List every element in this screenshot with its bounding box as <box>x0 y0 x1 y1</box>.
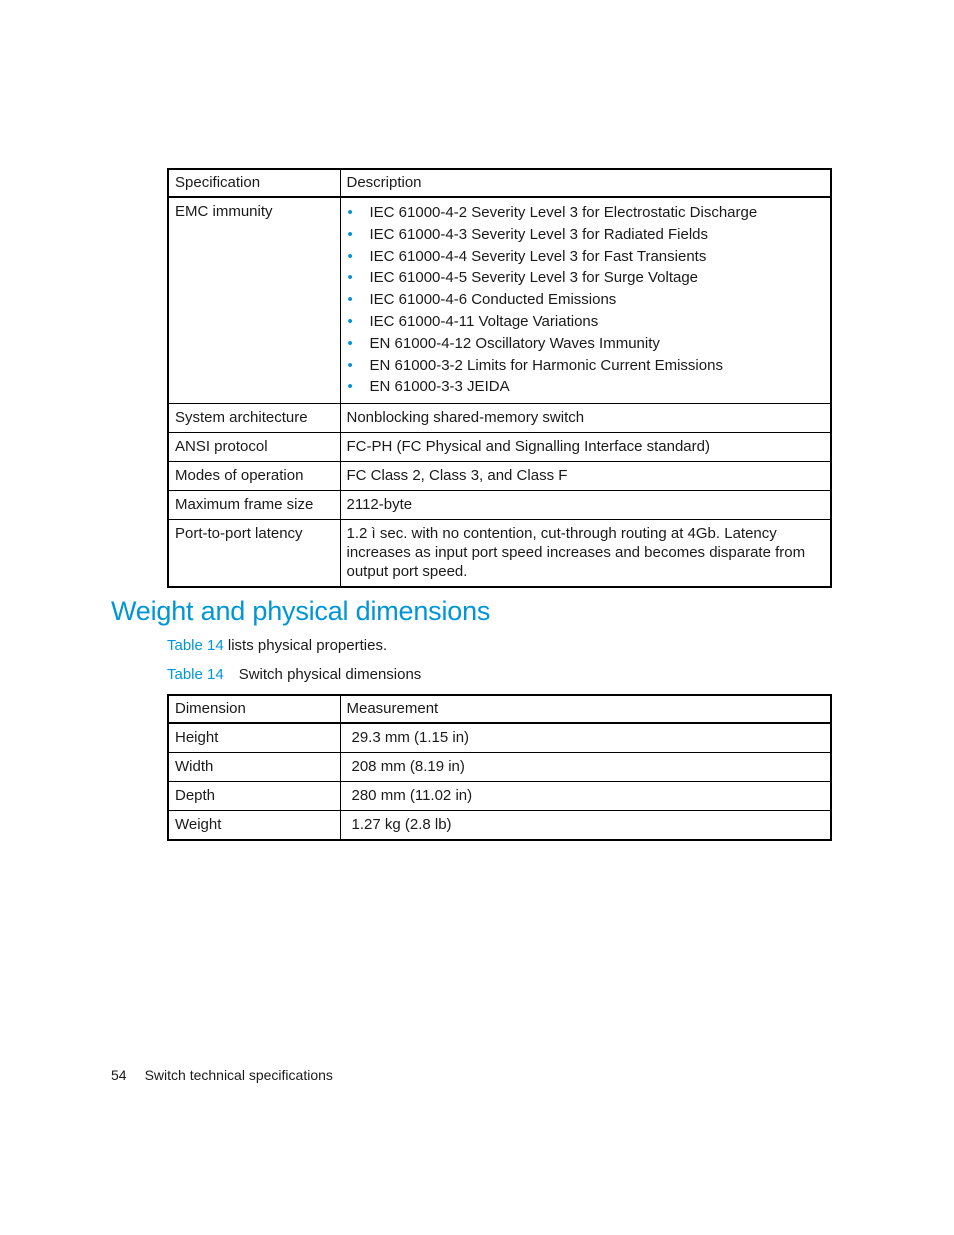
table-row <box>168 462 831 491</box>
row-label: EMC immunity <box>168 197 340 404</box>
list-item: • EN 61000-3-2 Limits for Harmonic Current Emissions <box>347 355 825 377</box>
section-heading: Weight and physical dimensions <box>111 596 491 626</box>
header-description: Description <box>340 169 831 197</box>
specifications-table <box>167 168 832 588</box>
table-header-row <box>168 169 831 197</box>
table-reference-link[interactable]: Table 14 <box>167 637 224 654</box>
row-label: Weight <box>168 811 340 841</box>
table-row <box>168 433 831 462</box>
emc-standards-list <box>347 202 825 398</box>
list-item: • IEC 61000-4-11 Voltage Variations <box>347 311 825 333</box>
row-value: 280 mm (11.02 in) <box>340 782 831 811</box>
header-specification: Specification <box>168 169 340 197</box>
row-label: System architecture <box>168 404 340 433</box>
header-dimension: Dimension <box>168 695 340 723</box>
table-row <box>168 753 831 782</box>
table-row <box>168 404 831 433</box>
row-label: Height <box>168 723 340 753</box>
header-measurement: Measurement <box>340 695 831 723</box>
table-caption <box>167 666 421 683</box>
row-value: 29.3 mm (1.15 in) <box>340 723 831 753</box>
row-value: 2112-byte <box>340 491 831 520</box>
table-row <box>168 782 831 811</box>
list-item: • IEC 61000-4-6 Conducted Emissions <box>347 289 825 311</box>
list-item: • EN 61000-4-12 Oscillatory Waves Immunity <box>347 333 825 355</box>
row-value: Nonblocking shared-memory switch <box>340 404 831 433</box>
list-item: • IEC 61000-4-4 Severity Level 3 for Fast Transients <box>347 246 825 268</box>
row-value: FC Class 2, Class 3, and Class F <box>340 462 831 491</box>
table-row <box>168 491 831 520</box>
row-label: Port-to-port latency <box>168 520 340 588</box>
row-label: Width <box>168 753 340 782</box>
page-number: 54 <box>111 1067 127 1083</box>
dimensions-table <box>167 694 832 841</box>
caption-number: Table 14 <box>167 666 224 683</box>
table-row <box>168 723 831 753</box>
row-label: Depth <box>168 782 340 811</box>
list-item: • EN 61000-3-3 JEIDA <box>347 376 825 398</box>
list-item: • IEC 61000-4-3 Severity Level 3 for Radiated Fields <box>347 224 825 246</box>
row-label: Modes of operation <box>168 462 340 491</box>
caption-title: Switch physical dimensions <box>238 666 422 683</box>
row-label: Maximum frame size <box>168 491 340 520</box>
table-header-row <box>168 695 831 723</box>
list-item: • IEC 61000-4-5 Severity Level 3 for Surge Voltage <box>347 267 825 289</box>
table-row <box>168 520 831 588</box>
emc-standards-cell <box>340 197 831 404</box>
chapter-title: Switch technical specifications <box>144 1067 333 1083</box>
row-label: ANSI protocol <box>168 433 340 462</box>
row-value: FC-PH (FC Physical and Signalling Interface standard) <box>340 433 831 462</box>
table-row <box>168 811 831 841</box>
row-value: 208 mm (8.19 in) <box>340 753 831 782</box>
row-value: 1.2 ì sec. with no contention, cut-through routing at 4Gb. Latency increases as input port speed increases and becomes disparate from output port speed. <box>340 520 831 588</box>
row-value: 1.27 kg (2.8 lb) <box>340 811 831 841</box>
intro-text: lists physical properties. <box>223 637 388 654</box>
intro-paragraph <box>167 637 387 654</box>
table-row <box>168 197 831 404</box>
list-item: • IEC 61000-4-2 Severity Level 3 for Electrostatic Discharge <box>347 202 825 224</box>
page-footer <box>111 1067 333 1083</box>
